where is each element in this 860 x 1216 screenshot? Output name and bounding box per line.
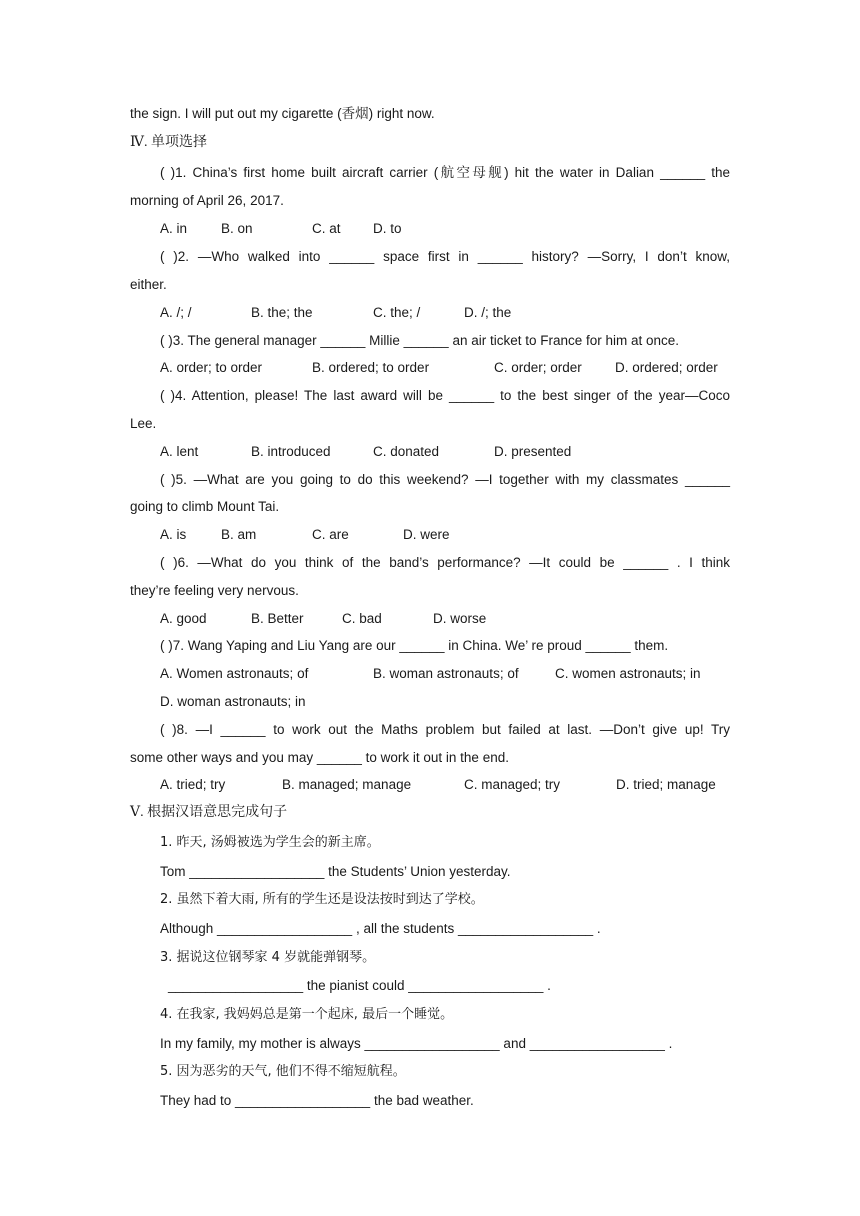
question-4: ( )4. Attention, please! The last award will be ______ to the best singer of the year—Coco [160,388,730,403]
question-3: ( )3. The general manager ______ Millie ______ an air ticket to France for him at once. [160,333,680,348]
sentence-2-english: Although __________________ , all the students __________________ . [160,921,601,936]
option: A. tried; try [160,777,226,792]
option: A. is [160,527,187,542]
question-1: ( )1. China’s first home built aircraft carrier (航空母舰) hit the water in Dalian ______ the [160,165,730,180]
question-1-cont: morning of April 26, 2017. [130,193,284,208]
sentence-2-chinese: 2. 虽然下着大雨, 所有的学生还是设法按时到达了学校。 [160,892,484,907]
option: A. in [160,221,188,236]
option: D. tried; manage [616,777,716,792]
option: C. at [312,221,341,236]
option: B. the; the [251,305,313,320]
option: C. bad [342,611,382,626]
option-q7-d: D. woman astronauts; in [160,694,306,709]
option: C. are [312,527,349,542]
sentence-3-english: __________________ the pianist could __________________ . [168,978,551,993]
option: B. Better [251,611,304,626]
option: A. Women astronauts; of [160,666,309,681]
continued-line: the sign. I will put out my cigarette (香烟) right now. [130,106,435,121]
sentence-5-chinese: 5. 因为恶劣的天气, 他们不得不缩短航程。 [160,1064,406,1079]
question-5-cont: going to climb Mount Tai. [130,499,280,514]
option: D. worse [433,611,487,626]
sentence-4-chinese: 4. 在我家, 我妈妈总是第一个起床, 最后一个睡觉。 [160,1007,454,1022]
option: D. to [373,221,402,236]
option: C. women astronauts; in [555,666,701,681]
option: C. donated [373,444,440,459]
option: D. ordered; order [615,360,718,375]
question-8-cont: some other ways and you may ______ to work it out in the end. [130,750,509,765]
option: C. order; order [494,360,582,375]
question-7: ( )7. Wang Yaping and Liu Yang are our ______ in China. We’ re proud ______ them. [160,638,669,653]
section-heading-4: Ⅳ. 单项选择 [130,135,207,150]
option: C. the; / [373,305,421,320]
question-4-cont: Lee. [130,416,157,431]
option: B. managed; manage [282,777,412,792]
option: A. /; / [160,305,192,320]
sentence-5-english: They had to __________________ the bad weather. [160,1093,474,1108]
question-6: ( )6. —What do you think of the band’s performance? —It could be ______ . I think [160,555,730,570]
question-2: ( )2. —Who walked into ______ space first in ______ history? —Sorry, I don’t know, [160,249,730,264]
question-2-cont: either. [130,277,167,292]
section-heading-5: Ⅴ. 根据汉语意思完成句子 [130,805,288,820]
option: B. ordered; to order [312,360,430,375]
option: B. introduced [251,444,331,459]
option: A. lent [160,444,199,459]
question-6-cont: they’re feeling very nervous. [130,583,299,598]
option: A. order; to order [160,360,263,375]
sentence-1-chinese: 1. 昨天, 汤姆被选为学生会的新主席。 [160,835,380,850]
question-5: ( )5. —What are you going to do this weekend? —I together with my classmates ______ [160,472,730,487]
sentence-1-english: Tom __________________ the Students’ Union yesterday. [160,864,511,879]
option: C. managed; try [464,777,561,792]
question-8: ( )8. —I ______ to work out the Maths problem but failed at last. —Don’t give up! Try [160,722,730,737]
option: B. am [221,527,257,542]
option: B. on [221,221,253,236]
sentence-4-english: In my family, my mother is always __________________ and __________________ . [160,1036,673,1051]
option: D. presented [494,444,572,459]
option: D. were [403,527,450,542]
sentence-3-chinese: 3. 据说这位钢琴家 4 岁就能弹钢琴。 [160,950,376,965]
option: A. good [160,611,207,626]
option: D. /; the [464,305,512,320]
option: B. woman astronauts; of [373,666,519,681]
